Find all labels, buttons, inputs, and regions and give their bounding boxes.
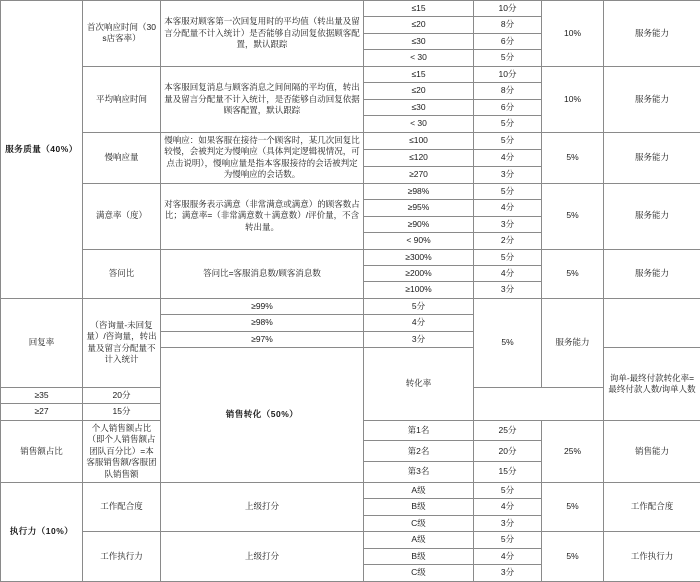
weight-cell: 10% [542, 1, 604, 67]
department-cell: 工作执行力 [604, 532, 700, 581]
table-row [1, 298, 700, 314]
table-row [1, 66, 700, 82]
level-score-cell: 4分 [474, 149, 542, 166]
metric-description-cell: 慢响应：如果客服在接待一个顾客时，某几次回复比较慢，会被判定为慢响应（具体判定逻辑视情况，可点击说明），慢响应量是指本客服接待的会话被判定为慢响应的会话数。 [161, 132, 364, 183]
metric-name-cell: 工作配合度 [83, 483, 161, 532]
metric-description-cell: 本客服对顾客第一次回复用时的平均值（转出量及留言分配量不计入统计）是否能够自动回复依据顾客配置，默认跟踪 [161, 1, 364, 67]
level-score-cell: 20分 [474, 441, 542, 462]
table-row [1, 183, 700, 199]
level-score-cell: 4分 [474, 548, 542, 564]
level-score-cell: 10分 [474, 1, 542, 17]
table-row [1, 132, 700, 149]
metric-description-cell: （咨询量-未回复量）/咨询量，转出量及留言分配量不计入统计 [83, 298, 161, 387]
level-score-cell: 5分 [474, 483, 542, 499]
level-threshold-cell: B级 [364, 548, 474, 564]
metric-description-cell: 本客服回复消息与顾客消息之间间隔的平均值，转出量及留言分配量不计入统计，是否能够自动回复依据顾客配置，默认跟踪 [161, 66, 364, 132]
weight-cell: 25% [542, 420, 604, 482]
metric-description-cell: 个人销售额占比（即个人销售额占团队百分比）=本客服销售额/客服团队销售额 [83, 420, 161, 482]
level-threshold-cell: ≥35 [1, 387, 83, 403]
table-row [1, 483, 700, 499]
level-score-cell: 5分 [474, 116, 542, 132]
metric-name-cell: 工作执行力 [83, 532, 161, 581]
level-threshold-cell: C级 [364, 565, 474, 581]
level-score-cell: 10分 [474, 66, 542, 82]
level-score-cell: 3分 [474, 166, 542, 183]
metric-name-cell: 转化率 [364, 348, 474, 420]
level-threshold-cell: A级 [364, 483, 474, 499]
level-threshold-cell: ≤20 [364, 17, 474, 33]
weight-cell: 5% [542, 183, 604, 249]
weight-cell: 5% [542, 532, 604, 581]
level-score-cell: 5分 [474, 532, 542, 548]
level-threshold-cell: ≥95% [364, 200, 474, 216]
level-score-cell: 2分 [474, 233, 542, 249]
level-score-cell: 6分 [474, 99, 542, 115]
level-score-cell: 3分 [364, 331, 474, 347]
weight-cell: 5% [542, 249, 604, 298]
kpi-table-body [1, 1, 700, 582]
level-score-cell: 3分 [474, 216, 542, 232]
metric-name-cell: 慢响应量 [83, 132, 161, 183]
level-threshold-cell: < 90% [364, 233, 474, 249]
level-threshold-cell: A级 [364, 532, 474, 548]
level-threshold-cell: C级 [364, 515, 474, 531]
level-score-cell: 6分 [474, 33, 542, 49]
level-threshold-cell: ≥200% [364, 265, 474, 281]
metric-name-cell: 满意率（度） [83, 183, 161, 249]
metric-name-cell: 回复率 [1, 298, 83, 387]
metric-description-cell: 对客服服务表示满意（非常满意或满意）的顾客数占比；满意率=（非常满意数＋满意数）/评价量，不含转出量。 [161, 183, 364, 249]
level-score-cell: 3分 [474, 565, 542, 581]
level-score-cell: 8分 [474, 17, 542, 33]
level-threshold-cell: ≥27 [1, 404, 83, 420]
level-threshold-cell: 第3名 [364, 462, 474, 483]
category-cell: 服务质量（40%） [1, 1, 83, 299]
department-cell: 服务能力 [542, 298, 604, 387]
level-score-cell: 5分 [474, 249, 542, 265]
level-score-cell: 4分 [364, 315, 474, 331]
level-score-cell: 5分 [474, 132, 542, 149]
level-score-cell: 15分 [474, 462, 542, 483]
department-cell: 销售能力 [604, 420, 700, 482]
level-score-cell: 3分 [474, 282, 542, 298]
level-threshold-cell: ≥270 [364, 166, 474, 183]
level-threshold-cell: < 30 [364, 116, 474, 132]
department-cell: 服务能力 [604, 249, 700, 298]
table-row [1, 249, 700, 265]
level-score-cell: 8分 [474, 83, 542, 99]
department-cell: 服务能力 [604, 183, 700, 249]
metric-description-cell: 上级打分 [161, 483, 364, 532]
level-score-cell: 5分 [474, 50, 542, 66]
weight-cell: 5% [542, 132, 604, 183]
category-cell: 执行力（10%） [1, 483, 83, 582]
metric-description-cell: 上级打分 [161, 532, 364, 581]
level-threshold-cell: ≥300% [364, 249, 474, 265]
weight-cell: 10% [542, 66, 604, 132]
level-threshold-cell: 第1名 [364, 420, 474, 441]
metric-description-cell: 询单-最终付款转化率=最终付款人数/询单人数 [604, 348, 700, 420]
level-score-cell: 4分 [474, 200, 542, 216]
level-threshold-cell: B级 [364, 499, 474, 515]
level-score-cell: 3分 [474, 515, 542, 531]
level-score-cell: 15分 [83, 404, 161, 420]
metric-description-cell: 答问比=客服消息数/顾客消息数 [161, 249, 364, 298]
weight-cell: 5% [542, 483, 604, 532]
table-row [1, 1, 700, 17]
level-threshold-cell: ≥98% [161, 315, 364, 331]
level-threshold-cell: ≥100% [364, 282, 474, 298]
category-cell: 销售转化（50%） [161, 348, 364, 483]
level-threshold-cell: ≤15 [364, 66, 474, 82]
level-score-cell: 25分 [474, 420, 542, 441]
metric-name-cell: 答问比 [83, 249, 161, 298]
level-threshold-cell: ≤30 [364, 33, 474, 49]
level-threshold-cell: ≤100 [364, 132, 474, 149]
level-score-cell: 4分 [474, 499, 542, 515]
department-cell: 服务能力 [604, 1, 700, 67]
level-threshold-cell: ≤20 [364, 83, 474, 99]
level-threshold-cell: ≥97% [161, 331, 364, 347]
weight-cell: 5% [474, 298, 542, 387]
level-threshold-cell: 第2名 [364, 441, 474, 462]
level-score-cell: 5分 [364, 298, 474, 314]
level-score-cell: 5分 [474, 183, 542, 199]
metric-name-cell: 平均响应时间 [83, 66, 161, 132]
metric-name-cell: 首次响应时间（30s店客率） [83, 1, 161, 67]
level-threshold-cell: < 30 [364, 50, 474, 66]
level-threshold-cell: ≥90% [364, 216, 474, 232]
department-cell: 工作配合度 [604, 483, 700, 532]
department-cell: 服务能力 [604, 66, 700, 132]
level-threshold-cell: ≥98% [364, 183, 474, 199]
level-threshold-cell: ≤30 [364, 99, 474, 115]
table-row [1, 532, 700, 548]
level-threshold-cell: ≤120 [364, 149, 474, 166]
level-threshold-cell: ≤15 [364, 1, 474, 17]
level-score-cell: 20分 [83, 387, 161, 403]
metric-name-cell: 销售额占比 [1, 420, 83, 482]
level-threshold-cell: ≥99% [161, 298, 364, 314]
level-score-cell: 4分 [474, 265, 542, 281]
department-cell: 服务能力 [604, 132, 700, 183]
